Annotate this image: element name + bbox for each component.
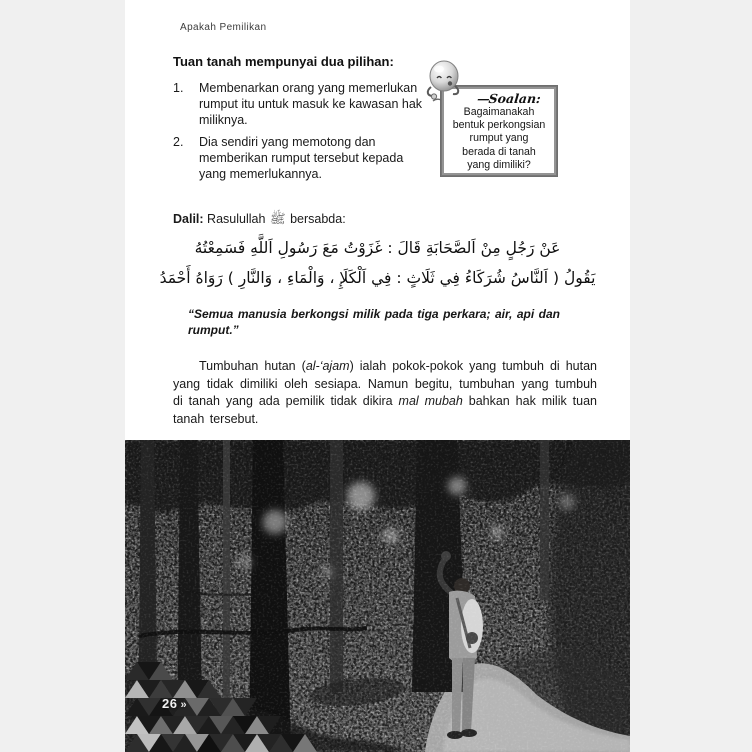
saw-symbol: ﷺ xyxy=(269,211,286,226)
dalil-line xyxy=(173,211,346,230)
list-item-number: 1. xyxy=(173,81,184,95)
paragraph-segment: Tumbuhan hutan ( xyxy=(199,359,306,373)
hadith-line-1: عَنْ رَجُلٍ مِنْ اَلصَّحَابَةِ قَالَ : غَزَوْتُ مَعَ رَسُولِ اَللَّهِ فَسَمِعْتُهُ xyxy=(194,239,561,257)
section-heading: Tuan tanah mempunyai dua pilihan: xyxy=(173,54,394,69)
callout-line: Bagaimanakah xyxy=(463,106,535,118)
soalan-mascot-icon xyxy=(421,58,471,108)
hadith-arabic xyxy=(145,233,610,293)
callout-line: yang dimiliki? xyxy=(467,158,531,171)
dalil-text-before: Rasulullah xyxy=(203,212,269,226)
paragraph-segment: bahkan hak milik tuan tanah tersebut. xyxy=(173,394,597,426)
running-header: Apakah Pemilikan xyxy=(180,22,267,33)
list-item-2 xyxy=(173,134,431,182)
paragraph-segment: ) ialah pokok-pokok yang tumbuh di hutan yang tidak dimiliki oleh sesiapa. Namun begitu, tumbuhan yang tumbuh di tanah yang ada pemilik tidak dikira xyxy=(173,359,598,408)
paragraph-term-italic: al-‘ajam xyxy=(305,359,350,373)
page-number-value: 26 xyxy=(162,696,178,711)
callout-line: berada di tanah xyxy=(462,145,536,158)
dalil-label: Dalil: xyxy=(173,212,204,226)
page-number xyxy=(162,696,187,711)
book-page xyxy=(125,0,630,752)
list-item-number: 2. xyxy=(173,135,184,149)
list-item-1 xyxy=(173,80,431,128)
chevron-right-icon: » xyxy=(180,699,188,711)
callout-line: bentuk perkongsian xyxy=(452,119,546,132)
callout-line: rumput yang xyxy=(469,132,529,145)
dalil-text-after: bersabda: xyxy=(286,212,346,226)
hadith-translation: “Semua manusia berkongsi milik pada tiga perkara; air, api dan rumput.” xyxy=(188,307,560,337)
list-item-text: Dia sendiri yang memotong dan memberikan rumput tersebut kepada yang memerlukannya. xyxy=(199,135,404,181)
hadith-line-2: يَقُولُ ( اَلنَّاسُ شُرَكَاءُ فِي ثَلَاثٍ : فِي اَلْكَلَإِ ، وَالْمَاءِ ، وَالنَّارِ ) رَوَاهُ أَحْمَدُ xyxy=(159,269,596,287)
list-item-text: Membenarkan orang yang memerlukan rumput itu untuk masuk ke kawasan hak miliknya. xyxy=(199,81,423,127)
body-paragraph xyxy=(173,358,597,428)
callout-flourish: — xyxy=(476,91,490,106)
corner-triangles-decoration xyxy=(125,662,341,752)
paragraph-term-italic: mal mubah xyxy=(398,394,463,408)
callout-title-text: Soalan: xyxy=(487,91,542,106)
